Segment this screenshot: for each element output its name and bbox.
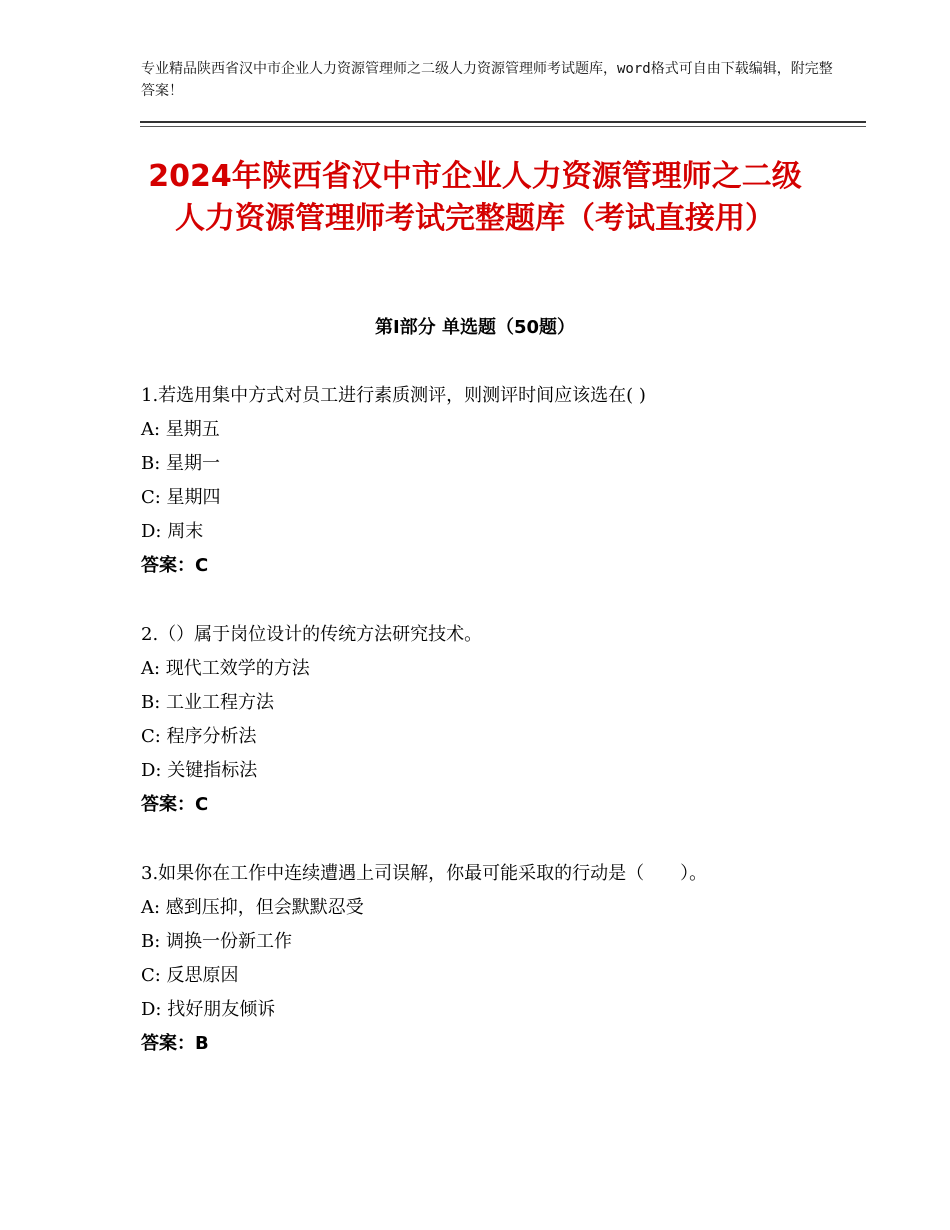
question-2 — [141, 618, 821, 822]
option-c: C: 星期四 — [141, 487, 221, 508]
header-rule-thin — [140, 126, 866, 127]
option-d: D: 找好朋友倾诉 — [141, 999, 276, 1020]
option-a: A: 感到压抑，但会默默忍受 — [141, 897, 364, 918]
question-3 — [141, 857, 821, 1061]
option-d: D: 关键指标法 — [141, 760, 258, 781]
option-a: A: 星期五 — [141, 419, 220, 440]
option-b: B: 工业工程方法 — [141, 692, 275, 713]
section-heading: 第Ⅰ部分 单选题（50题） — [374, 317, 575, 338]
question-stem: 1.若选用集中方式对员工进行素质测评，则测评时间应该选在( ) — [141, 385, 646, 406]
answer: 答案：B — [141, 1033, 209, 1054]
question-stem: 2.（）属于岗位设计的传统方法研究技术。 — [141, 624, 483, 645]
header-note: 专业精品陕西省汉中市企业人力资源管理师之二级人力资源管理师考试题库，word格式可自由下载编辑，附完整答案！ — [141, 61, 833, 99]
option-b: B: 调换一份新工作 — [141, 931, 293, 952]
question-1 — [141, 379, 821, 583]
header-rule-thick — [140, 121, 866, 123]
option-b: B: 星期一 — [141, 453, 221, 474]
option-c: C: 程序分析法 — [141, 726, 257, 747]
document-title: 2024年陕西省汉中市企业人力资源管理师之二级人力资源管理师考试完整题库（考试直接用） — [148, 159, 802, 236]
option-d: D: 周末 — [141, 521, 204, 542]
answer: 答案：C — [141, 555, 209, 576]
option-c: C: 反思原因 — [141, 965, 239, 986]
answer: 答案：C — [141, 794, 209, 815]
option-a: A: 现代工效学的方法 — [141, 658, 310, 679]
question-stem: 3.如果你在工作中连续遭遇上司误解，你最可能采取的行动是（ ）。 — [141, 863, 708, 884]
